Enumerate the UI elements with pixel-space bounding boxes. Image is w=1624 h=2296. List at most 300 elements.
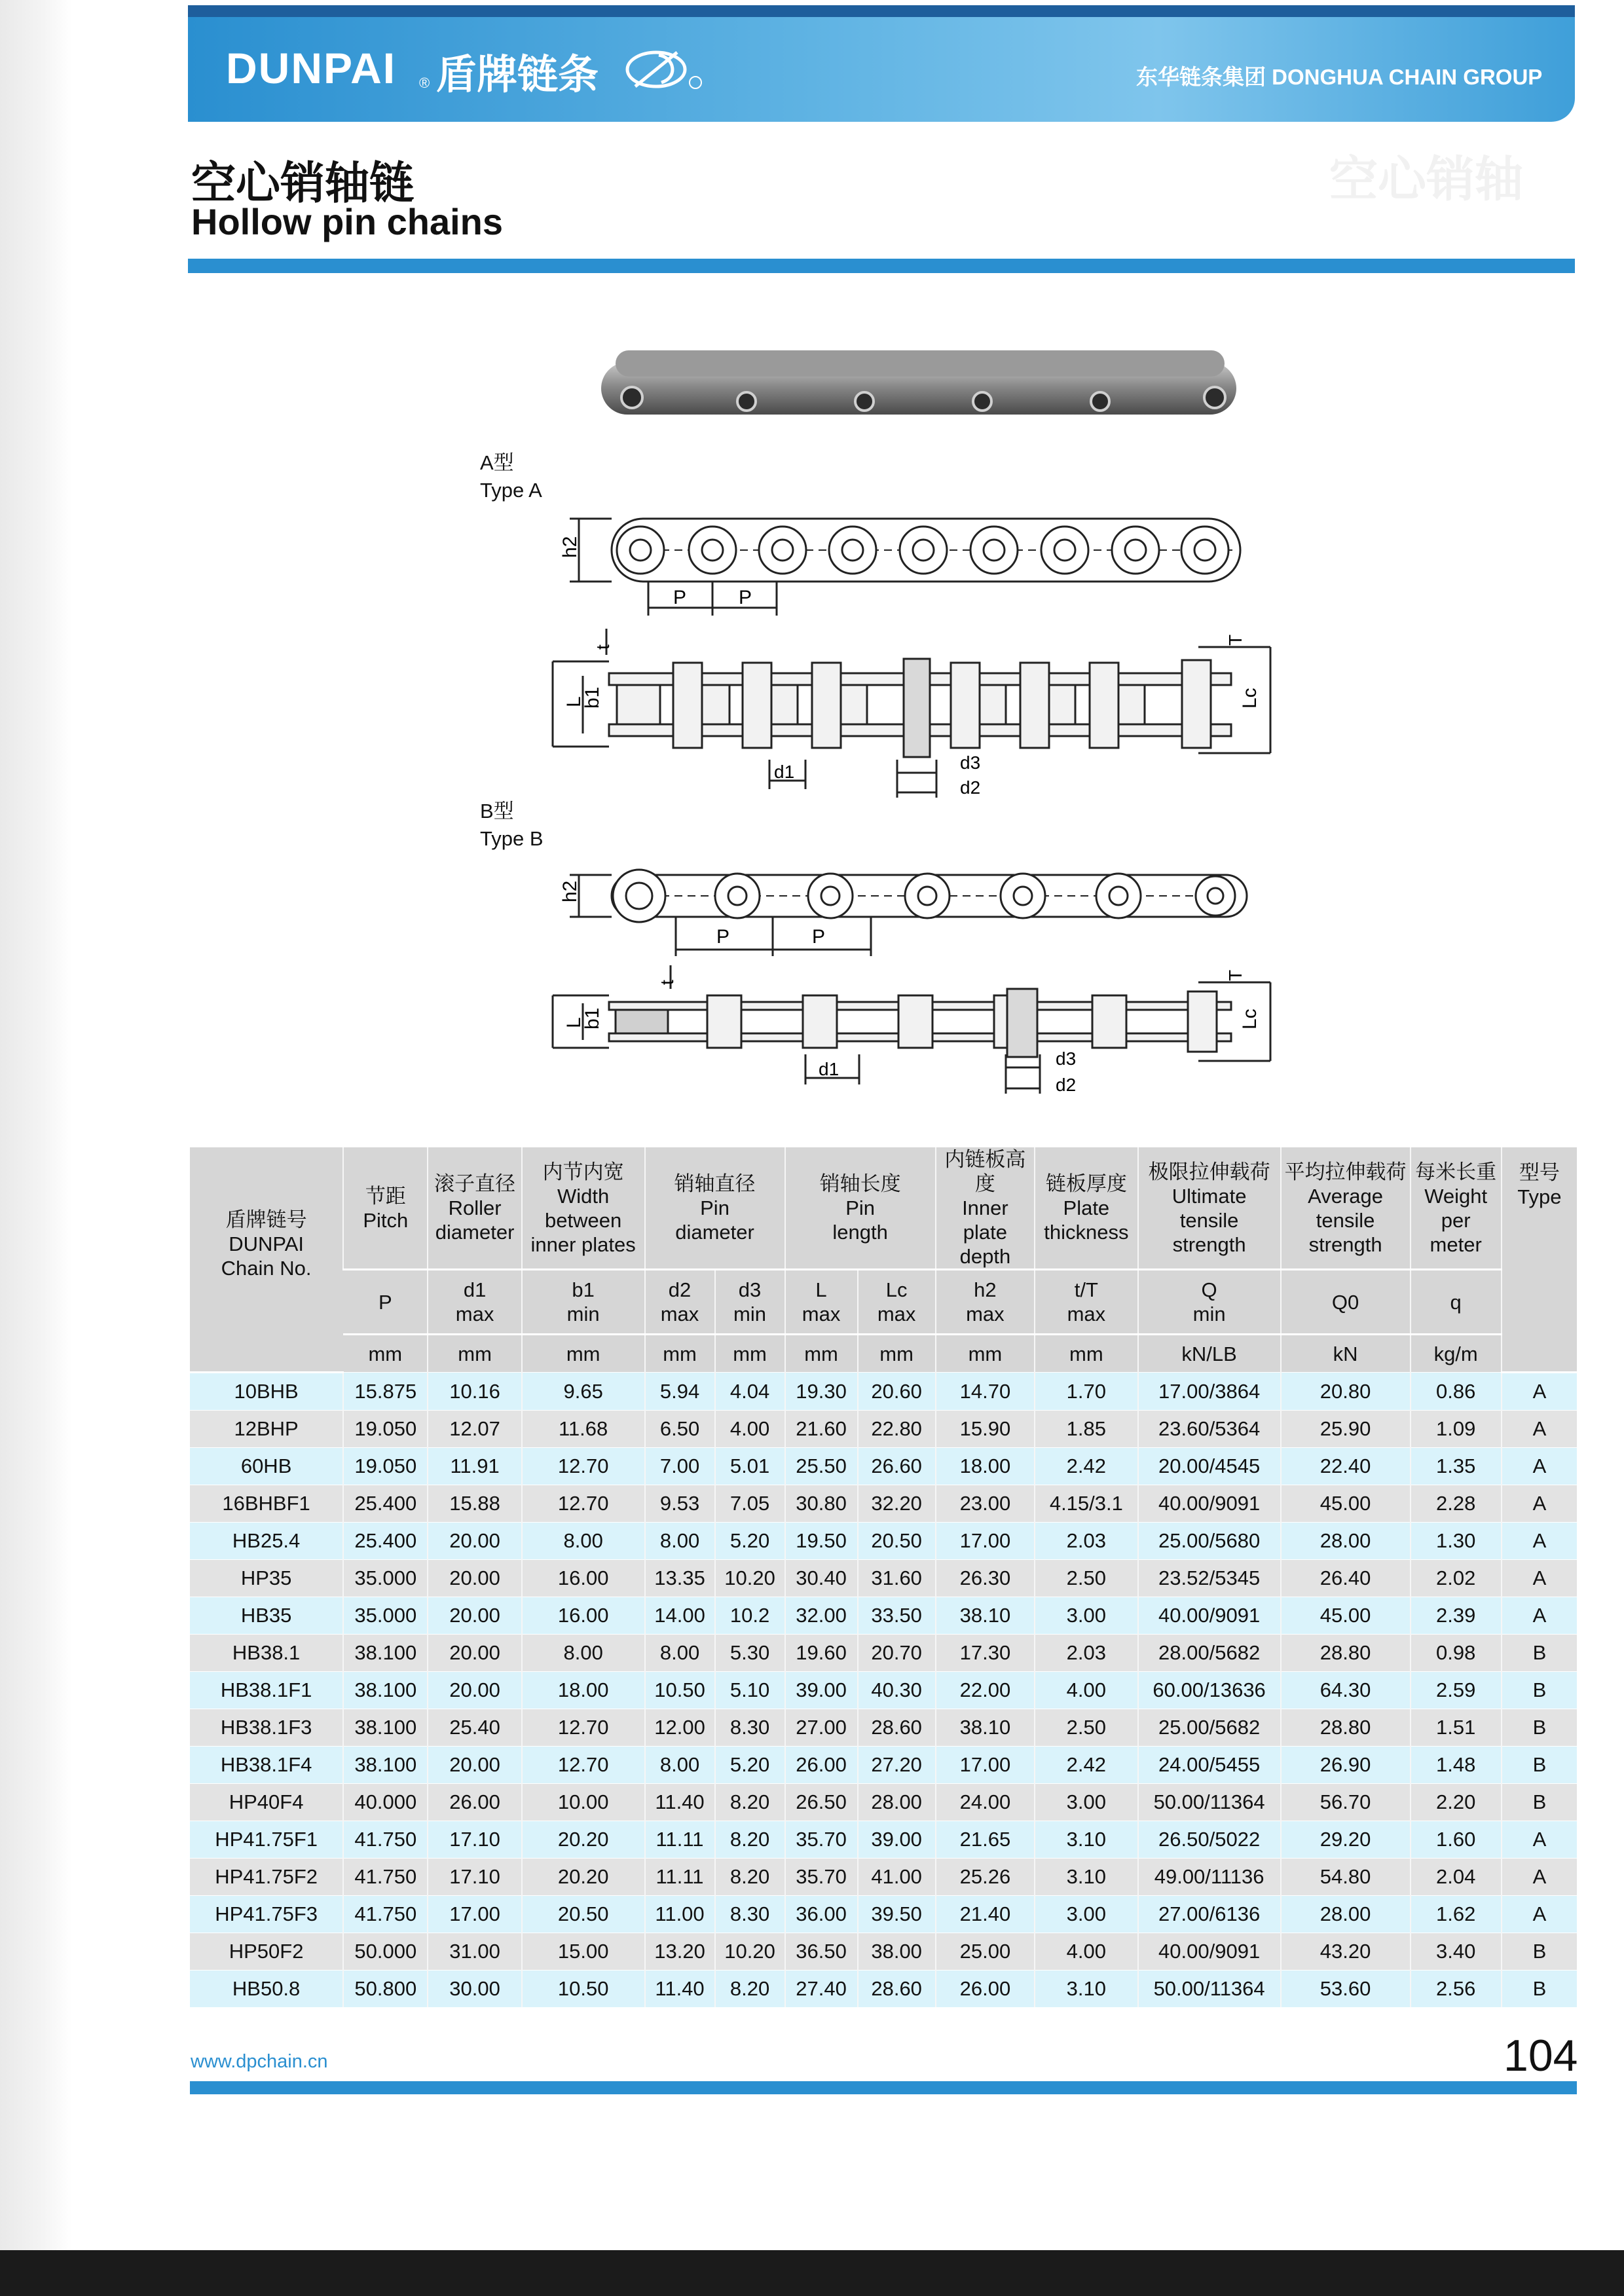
table-cell: 26.30	[936, 1560, 1035, 1597]
table-cell: 25.00	[936, 1933, 1035, 1971]
table-cell: 17.00	[936, 1747, 1035, 1784]
table-row	[190, 1896, 1577, 1933]
table-cell: 4.00	[1035, 1672, 1137, 1709]
table-cell: 2.42	[1035, 1448, 1137, 1485]
dim-d3-b: d3	[1056, 1048, 1077, 1069]
table-cell: 41.750	[343, 1821, 428, 1859]
table-cell: 20.00	[428, 1523, 521, 1560]
chain-no-cell: HB38.1F1	[190, 1672, 343, 1709]
unit-cell: mm	[785, 1335, 858, 1373]
table-cell: 54.80	[1281, 1859, 1411, 1896]
chain-no-cell: HP41.75F1	[190, 1821, 343, 1859]
table-cell: 38.10	[936, 1597, 1035, 1635]
table-cell: 41.750	[343, 1859, 428, 1896]
table-cell: 26.60	[858, 1448, 936, 1485]
table-cell: 25.400	[343, 1523, 428, 1560]
scan-bottom-band	[0, 2250, 1624, 2296]
table-cell: 33.50	[858, 1597, 936, 1635]
chain-no-cell: HP50F2	[190, 1933, 343, 1971]
header-average-strength: 平均拉伸载荷 Average tensile strength	[1281, 1147, 1411, 1270]
table-cell: 19.050	[343, 1448, 428, 1485]
table-cell: 28.00/5682	[1138, 1635, 1281, 1672]
table-cell: 25.400	[343, 1485, 428, 1523]
brand-name: DUNPAI	[226, 44, 397, 92]
spec-table-body	[190, 1373, 1577, 2008]
table-cell: B	[1502, 1933, 1577, 1971]
table-cell: 18.00	[522, 1672, 645, 1709]
table-cell: 20.80	[1281, 1373, 1411, 1411]
table-cell: 5.20	[715, 1523, 785, 1560]
table-cell: 5.30	[715, 1635, 785, 1672]
table-cell: 38.100	[343, 1747, 428, 1784]
table-cell: 28.80	[1281, 1635, 1411, 1672]
table-cell: 2.42	[1035, 1747, 1137, 1784]
table-cell: 17.00/3864	[1138, 1373, 1281, 1411]
table-cell: 2.59	[1411, 1672, 1502, 1709]
table-cell: 12.70	[522, 1448, 645, 1485]
symbol-cell: L max	[785, 1270, 858, 1335]
table-cell: 11.91	[428, 1448, 521, 1485]
footer-rule	[190, 2081, 1577, 2094]
table-cell: 20.20	[522, 1821, 645, 1859]
header-pin-length: 销轴长度 Pin length	[785, 1147, 936, 1270]
header-chain-no: 盾牌链号 DUNPAI Chain No.	[190, 1147, 343, 1373]
table-cell: 11.40	[645, 1784, 715, 1821]
table-cell: 9.65	[522, 1373, 645, 1411]
table-cell: 10.20	[715, 1560, 785, 1597]
scan-edge	[0, 0, 72, 2296]
table-cell: 12.70	[522, 1485, 645, 1523]
unit-row	[190, 1335, 1577, 1373]
table-row	[190, 1672, 1577, 1709]
table-cell: 23.00	[936, 1485, 1035, 1523]
symbol-cell: Q min	[1138, 1270, 1281, 1335]
table-cell: 1.60	[1411, 1821, 1502, 1859]
table-cell: 26.50/5022	[1138, 1821, 1281, 1859]
table-cell: 7.05	[715, 1485, 785, 1523]
table-cell: 20.00	[428, 1635, 521, 1672]
table-cell: 64.30	[1281, 1672, 1411, 1709]
table-cell: 4.00	[715, 1411, 785, 1448]
table-cell: 19.60	[785, 1635, 858, 1672]
dim-L-a: L	[563, 696, 585, 707]
table-cell: A	[1502, 1821, 1577, 1859]
table-row	[190, 1373, 1577, 1411]
table-cell: 7.00	[645, 1448, 715, 1485]
table-cell: 2.50	[1035, 1560, 1137, 1597]
chain-no-cell: HP40F4	[190, 1784, 343, 1821]
table-cell: 29.20	[1281, 1821, 1411, 1859]
table-cell: 19.50	[785, 1523, 858, 1560]
table-cell: 36.00	[785, 1896, 858, 1933]
unit-cell: mm	[645, 1335, 715, 1373]
table-cell: 16.00	[522, 1597, 645, 1635]
table-cell: 10.50	[645, 1672, 715, 1709]
chain-no-cell: HB38.1	[190, 1635, 343, 1672]
dim-d2-b: d2	[1056, 1075, 1077, 1095]
footer-url[interactable]: www.dpchain.cn	[191, 2051, 328, 2072]
table-row	[190, 1523, 1577, 1560]
table-cell: 8.00	[645, 1523, 715, 1560]
table-cell: 31.00	[428, 1933, 521, 1971]
table-cell: 40.00/9091	[1138, 1485, 1281, 1523]
brand-name-cn: 盾牌链条	[436, 52, 599, 98]
table-cell: 13.20	[645, 1933, 715, 1971]
unit-cell: mm	[343, 1335, 428, 1373]
symbol-cell: t/T max	[1035, 1270, 1137, 1335]
dim-d3-a: d3	[960, 752, 981, 773]
table-cell: 20.50	[522, 1896, 645, 1933]
table-cell: 20.00	[428, 1597, 521, 1635]
table-cell: 17.10	[428, 1821, 521, 1859]
table-cell: 49.00/11136	[1138, 1859, 1281, 1896]
chain-no-cell: 10BHB	[190, 1373, 343, 1411]
table-cell: 5.10	[715, 1672, 785, 1709]
table-cell: 4.04	[715, 1373, 785, 1411]
table-cell: 19.30	[785, 1373, 858, 1411]
table-cell: 25.00/5682	[1138, 1709, 1281, 1747]
table-cell: 8.00	[522, 1523, 645, 1560]
table-cell: 8.00	[645, 1747, 715, 1784]
unit-cell: mm	[428, 1335, 521, 1373]
page-title-cn: 空心销轴链	[191, 158, 415, 208]
table-row	[190, 1859, 1577, 1896]
table-cell: 28.60	[858, 1971, 936, 2008]
type-a-label-cn: A型	[480, 451, 514, 474]
table-cell: A	[1502, 1411, 1577, 1448]
dim-b1-b: b1	[581, 1007, 603, 1029]
table-cell: 38.100	[343, 1672, 428, 1709]
header-plate-depth: 内链板高度 Inner plate depth	[936, 1147, 1035, 1270]
table-cell: 10.50	[522, 1971, 645, 2008]
table-cell: 8.20	[715, 1821, 785, 1859]
dim-T-b: T	[1225, 969, 1246, 981]
table-cell: 40.30	[858, 1672, 936, 1709]
table-cell: 1.35	[1411, 1448, 1502, 1485]
table-cell: 28.00	[1281, 1896, 1411, 1933]
dim-Lc-a: Lc	[1239, 688, 1261, 709]
table-cell: 2.02	[1411, 1560, 1502, 1597]
table-cell: 10.00	[522, 1784, 645, 1821]
chain-no-cell: HB35	[190, 1597, 343, 1635]
table-cell: 3.40	[1411, 1933, 1502, 1971]
dim-t-a: t	[593, 644, 613, 650]
table-cell: 20.70	[858, 1635, 936, 1672]
type-a-side-view	[557, 504, 1251, 622]
table-cell: 20.60	[858, 1373, 936, 1411]
table-row	[190, 1971, 1577, 2008]
symbol-cell: Q0	[1281, 1270, 1411, 1335]
table-cell: 20.00	[428, 1672, 521, 1709]
table-cell: 17.00	[428, 1896, 521, 1933]
table-cell: 10.20	[715, 1933, 785, 1971]
table-cell: 50.00/11364	[1138, 1971, 1281, 2008]
table-cell: 1.09	[1411, 1411, 1502, 1448]
dim-T-a: T	[1225, 634, 1246, 646]
table-cell: 17.00	[936, 1523, 1035, 1560]
table-cell: 11.40	[645, 1971, 715, 2008]
table-cell: 2.20	[1411, 1784, 1502, 1821]
symbol-cell: d2 max	[645, 1270, 715, 1335]
unit-cell: kN/LB	[1138, 1335, 1281, 1373]
dim-L-b: L	[563, 1017, 585, 1028]
chain-no-cell: HP41.75F3	[190, 1896, 343, 1933]
table-cell: A	[1502, 1859, 1577, 1896]
page-number: 104	[1504, 2031, 1578, 2081]
table-cell: 15.90	[936, 1411, 1035, 1448]
table-cell: A	[1502, 1597, 1577, 1635]
table-cell: 12.07	[428, 1411, 521, 1448]
dim-pitch-b2: P	[812, 926, 826, 948]
chain-photo	[589, 344, 1251, 429]
table-row	[190, 1597, 1577, 1635]
table-cell: 38.100	[343, 1635, 428, 1672]
dim-d1-b: d1	[819, 1059, 840, 1079]
table-cell: 21.40	[936, 1896, 1035, 1933]
table-cell: A	[1502, 1523, 1577, 1560]
table-cell: B	[1502, 1672, 1577, 1709]
dim-b1-a: b1	[581, 686, 603, 709]
table-cell: 21.65	[936, 1821, 1035, 1859]
table-cell: 40.00/9091	[1138, 1597, 1281, 1635]
dim-pitch-1: P	[673, 587, 687, 608]
table-cell: 40.00/9091	[1138, 1933, 1281, 1971]
table-cell: 36.50	[785, 1933, 858, 1971]
table-cell: A	[1502, 1560, 1577, 1597]
table-cell: 5.20	[715, 1747, 785, 1784]
chain-no-cell: HB25.4	[190, 1523, 343, 1560]
header-weight: 每米长重 Weight per meter	[1411, 1147, 1502, 1270]
table-cell: 8.20	[715, 1859, 785, 1896]
table-row	[190, 1747, 1577, 1784]
table-cell: 16.00	[522, 1560, 645, 1597]
table-cell: 3.10	[1035, 1821, 1137, 1859]
table-row	[190, 1560, 1577, 1597]
table-cell: 2.56	[1411, 1971, 1502, 2008]
dim-h2: h2	[559, 536, 581, 558]
table-row	[190, 1709, 1577, 1747]
table-cell: 10.16	[428, 1373, 521, 1411]
table-cell: B	[1502, 1709, 1577, 1747]
table-cell: 11.00	[645, 1896, 715, 1933]
table-cell: 20.50	[858, 1523, 936, 1560]
type-b-label-cn: B型	[480, 800, 514, 823]
table-cell: 17.30	[936, 1635, 1035, 1672]
table-cell: 23.52/5345	[1138, 1560, 1281, 1597]
chain-no-cell: 16BHBF1	[190, 1485, 343, 1523]
table-cell: 11.11	[645, 1821, 715, 1859]
table-cell: 41.00	[858, 1859, 936, 1896]
symbol-cell: Lc max	[858, 1270, 936, 1335]
table-cell: 8.00	[645, 1635, 715, 1672]
table-row	[190, 1635, 1577, 1672]
table-cell: 0.86	[1411, 1373, 1502, 1411]
table-cell: 2.39	[1411, 1597, 1502, 1635]
header-plate-thickness: 链板厚度 Plate thickness	[1035, 1147, 1137, 1270]
table-cell: 28.00	[858, 1784, 936, 1821]
chain-no-cell: HB38.1F4	[190, 1747, 343, 1784]
dim-pitch-2: P	[739, 587, 752, 608]
table-cell: 26.40	[1281, 1560, 1411, 1597]
table-cell: 2.50	[1035, 1709, 1137, 1747]
table-row	[190, 1411, 1577, 1448]
spec-table	[190, 1147, 1577, 2007]
table-cell: 32.20	[858, 1485, 936, 1523]
table-cell: 26.00	[785, 1747, 858, 1784]
ghost-title: 空心销轴	[1329, 152, 1523, 206]
table-cell: A	[1502, 1448, 1577, 1485]
table-cell: 20.00/4545	[1138, 1448, 1281, 1485]
table-cell: 12.00	[645, 1709, 715, 1747]
table-cell: 22.80	[858, 1411, 936, 1448]
table-cell: 1.48	[1411, 1747, 1502, 1784]
group-name: 东华链条集团 DONGHUA CHAIN GROUP	[1136, 65, 1543, 89]
table-cell: 13.35	[645, 1560, 715, 1597]
table-cell: B	[1502, 1784, 1577, 1821]
table-cell: 17.10	[428, 1859, 521, 1896]
table-cell: 27.00	[785, 1709, 858, 1747]
dim-t-b: t	[657, 980, 677, 985]
table-cell: 39.00	[785, 1672, 858, 1709]
symbol-row	[190, 1270, 1577, 1335]
type-b-label-en: Type B	[480, 827, 544, 850]
table-cell: 24.00/5455	[1138, 1747, 1281, 1784]
table-cell: 12.70	[522, 1747, 645, 1784]
table-cell: 24.00	[936, 1784, 1035, 1821]
unit-cell: mm	[936, 1335, 1035, 1373]
table-cell: 20.00	[428, 1560, 521, 1597]
table-cell: 4.00	[1035, 1933, 1137, 1971]
table-cell: 39.00	[858, 1821, 936, 1859]
table-cell: 45.00	[1281, 1485, 1411, 1523]
type-b-side-view	[557, 858, 1251, 963]
type-a-top-view	[544, 629, 1290, 805]
chain-no-cell: HP35	[190, 1560, 343, 1597]
table-cell: 35.70	[785, 1859, 858, 1896]
table-cell: 20.00	[428, 1747, 521, 1784]
header-ultimate-strength: 极限拉伸载荷 Ultimate tensile strength	[1138, 1147, 1281, 1270]
table-cell: 10.2	[715, 1597, 785, 1635]
type-b-top-view	[544, 963, 1290, 1100]
table-cell: 30.80	[785, 1485, 858, 1523]
table-cell: 20.20	[522, 1859, 645, 1896]
table-cell: 14.70	[936, 1373, 1035, 1411]
table-row	[190, 1821, 1577, 1859]
table-cell: 38.100	[343, 1709, 428, 1747]
table-row	[190, 1448, 1577, 1485]
table-cell: 19.050	[343, 1411, 428, 1448]
table-cell: 1.62	[1411, 1896, 1502, 1933]
dim-d2-a: d2	[960, 777, 981, 798]
table-cell: 27.40	[785, 1971, 858, 2008]
table-cell: 31.60	[858, 1560, 936, 1597]
table-cell: 43.20	[1281, 1933, 1411, 1971]
table-cell: 41.750	[343, 1896, 428, 1933]
table-cell: 28.00	[1281, 1523, 1411, 1560]
table-cell: B	[1502, 1971, 1577, 2008]
unit-cell: mm	[1035, 1335, 1137, 1373]
table-cell: 8.00	[522, 1635, 645, 1672]
table-cell: 26.90	[1281, 1747, 1411, 1784]
table-cell: 22.00	[936, 1672, 1035, 1709]
table-cell: 53.60	[1281, 1971, 1411, 2008]
table-cell: 15.88	[428, 1485, 521, 1523]
table-cell: 38.00	[858, 1933, 936, 1971]
table-cell: 6.50	[645, 1411, 715, 1448]
header-pin-diameter: 销轴直径 Pin diameter	[645, 1147, 785, 1270]
dim-h2-b: h2	[559, 880, 581, 902]
table-cell: 11.11	[645, 1859, 715, 1896]
symbol-cell: h2 max	[936, 1270, 1035, 1335]
table-cell: 4.15/3.1	[1035, 1485, 1137, 1523]
table-cell: 22.40	[1281, 1448, 1411, 1485]
table-cell: 60.00/13636	[1138, 1672, 1281, 1709]
table-cell: 25.90	[1281, 1411, 1411, 1448]
table-cell: 35.70	[785, 1821, 858, 1859]
header-width: 内节内宽 Width between inner plates	[522, 1147, 645, 1270]
table-cell: 39.50	[858, 1896, 936, 1933]
table-cell: 2.28	[1411, 1485, 1502, 1523]
table-cell: 3.00	[1035, 1896, 1137, 1933]
table-cell: 35.000	[343, 1597, 428, 1635]
symbol-cell: P	[343, 1270, 428, 1335]
table-cell: 8.20	[715, 1971, 785, 2008]
table-cell: 28.80	[1281, 1709, 1411, 1747]
table-cell: 38.10	[936, 1709, 1035, 1747]
chain-no-cell: 60HB	[190, 1448, 343, 1485]
table-cell: 45.00	[1281, 1597, 1411, 1635]
symbol-cell: b1 min	[522, 1270, 645, 1335]
header-topline	[188, 5, 1575, 17]
table-cell: A	[1502, 1485, 1577, 1523]
unit-cell: kN	[1281, 1335, 1411, 1373]
table-cell: 50.000	[343, 1933, 428, 1971]
table-cell: 50.800	[343, 1971, 428, 2008]
chain-no-cell: HP41.75F2	[190, 1859, 343, 1896]
table-cell: 1.85	[1035, 1411, 1137, 1448]
type-a-label-en: Type A	[480, 479, 542, 502]
table-cell: 12.70	[522, 1709, 645, 1747]
table-cell: 35.000	[343, 1560, 428, 1597]
table-cell: A	[1502, 1896, 1577, 1933]
registered-mark: ®	[419, 75, 430, 91]
table-cell: 2.03	[1035, 1523, 1137, 1560]
unit-cell: mm	[522, 1335, 645, 1373]
table-cell: 25.50	[785, 1448, 858, 1485]
table-cell: 11.68	[522, 1411, 645, 1448]
table-cell: 26.00	[428, 1784, 521, 1821]
brand-logo-icon	[622, 48, 707, 94]
title-rule	[188, 259, 1575, 273]
table-cell: 5.01	[715, 1448, 785, 1485]
table-cell: 3.00	[1035, 1784, 1137, 1821]
table-cell: 8.20	[715, 1784, 785, 1821]
table-cell: B	[1502, 1747, 1577, 1784]
dim-d1-a: d1	[774, 762, 795, 782]
unit-cell: kg/m	[1411, 1335, 1502, 1373]
unit-cell: mm	[858, 1335, 936, 1373]
symbol-cell: d3 min	[715, 1270, 785, 1335]
table-cell: B	[1502, 1635, 1577, 1672]
table-cell: 50.00/11364	[1138, 1784, 1281, 1821]
table-cell: 25.00/5680	[1138, 1523, 1281, 1560]
header-type: 型号 Type	[1502, 1147, 1577, 1373]
table-cell: 15.00	[522, 1933, 645, 1971]
table-cell: 1.30	[1411, 1523, 1502, 1560]
table-row	[190, 1485, 1577, 1523]
table-cell: 21.60	[785, 1411, 858, 1448]
table-cell: 2.03	[1035, 1635, 1137, 1672]
